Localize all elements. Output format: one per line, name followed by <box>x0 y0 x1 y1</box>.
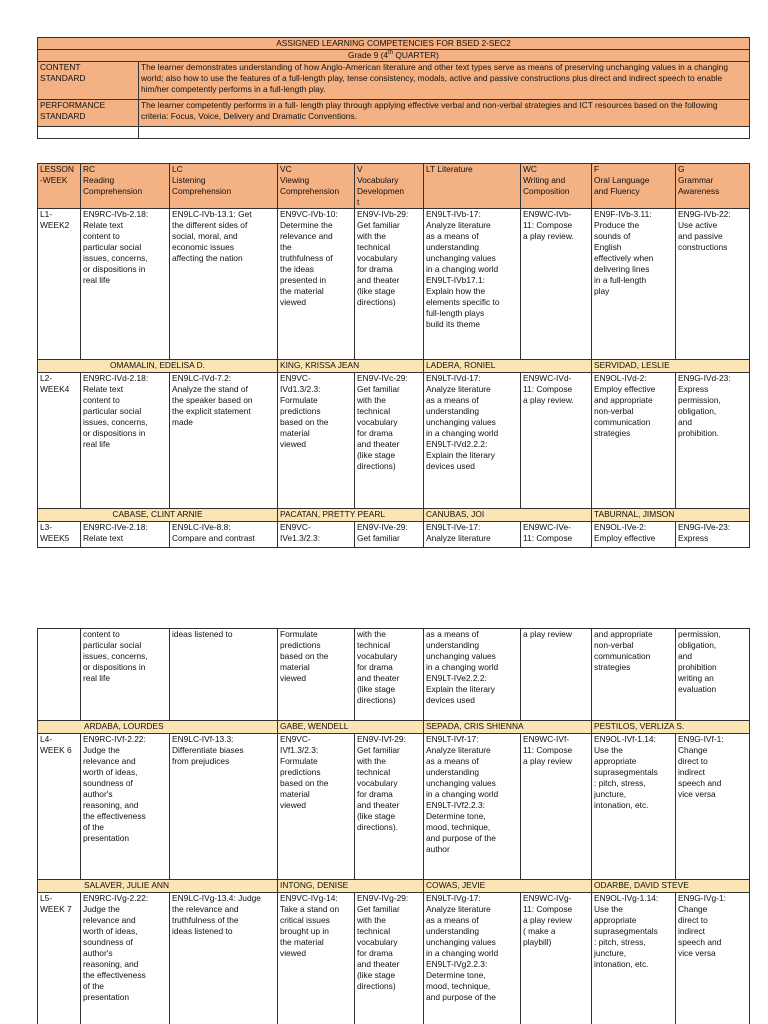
cell-lc: EN9LC-IVg-13.4: Judge the relevance and truthfulness of the ideas listened to <box>170 893 278 1024</box>
cell-lt: as a means of understanding unchanging values in a changing world EN9LT-IVe2.2.2: Explain the literary devices used <box>424 629 521 721</box>
cell-rc: EN9RC-IVf-2.22: Judge the relevance and worth of ideas, soundness of author's reasoning, and the effectiveness of the presentation <box>81 734 170 880</box>
cell-lt: EN9LT-IVg-17: Analyze literature as a means of understanding unchanging values in a changing world EN9LT-IVg2.2.3: Determine tone, mood, technique, and purpose of the <box>424 893 521 1024</box>
header-vc: VC Viewing Comprehension <box>278 164 355 209</box>
content-standard-label: CONTENT STANDARD <box>38 62 139 100</box>
cell-lt: EN9LT-IVe-17: Analyze literature <box>424 522 521 548</box>
cell-lc: EN9LC-IVd-7.2: Analyze the stand of the speaker based on the explicit statement made <box>170 373 278 509</box>
assignee-name: ODARBE, DAVID STEVE <box>592 880 750 893</box>
performance-standard-label: PERFORMANCE STANDARD <box>38 100 139 127</box>
performance-standard-text: The learner competently performs in a full- length play through applying effective verbal and non-verbal strategies and ICT resources based on the following criteria: Focus, Voice, Delivery and Dramatic Conventions. <box>139 100 750 127</box>
competency-table-2 <box>37 628 750 1024</box>
header-lc: LC Listening Comprehension <box>170 164 278 209</box>
lesson-week: L4- WEEK 6 <box>38 734 81 880</box>
cell-vc: EN9VC-IVb-10: Determine the relevance and the truthfulness of the ideas presented in the material viewed <box>278 209 355 360</box>
cell-v: EN9V-IVc-29: Get familiar with the technical vocabulary for drama and theater (like stage directions) <box>355 373 424 509</box>
cell-f: EN9OL-IVf-1.14: Use the appropriate suprasegmentals : pitch, stress, juncture, intonation, etc. <box>592 734 676 880</box>
cell-f: EN9OL-IVe-2: Employ effective <box>592 522 676 548</box>
cell-wc: a play review <box>521 629 592 721</box>
header-rc: RC Reading Comprehension <box>81 164 170 209</box>
cell-g: EN9G-IVb-22: Use active and passive constructions <box>676 209 750 360</box>
lesson-week: L1- WEEK2 <box>38 209 81 360</box>
assignee-name: SERVIDAD, LESLIE <box>592 360 750 373</box>
header-g: G Grammar Awareness <box>676 164 750 209</box>
cell-f: EN9F-IVb-3.11: Produce the sounds of English effectively when delivering lines in a full-length play <box>592 209 676 360</box>
assignee-name: OMAMALIN, EDELISA D. <box>38 360 278 373</box>
cell-v: EN9V-IVe-29: Get familiar <box>355 522 424 548</box>
assignee-name: PACATAN, PRETTY PEARL <box>278 509 424 522</box>
cell-vc: EN9VC-IVg-14: Take a stand on critical issues brought up in the material viewed <box>278 893 355 1024</box>
cell-g: EN9G-IVf-1: Change direct to indirect speech and vice versa <box>676 734 750 880</box>
cell-wc: EN9WC-IVd- 11: Compose a play review. <box>521 373 592 509</box>
cell-lc: ideas listened to <box>170 629 278 721</box>
cell-f: EN9OL-IVg-1.14: Use the appropriate suprasegmentals : pitch, stress, juncture, intonation, etc. <box>592 893 676 1024</box>
cell-vc: EN9VC- IVf1.3/2.3: Formulate predictions based on the material viewed <box>278 734 355 880</box>
lesson-week: L5- WEEK 7 <box>38 893 81 1024</box>
cell-lt: EN9LT-IVb-17: Analyze literature as a means of understanding unchanging values in a changing world EN9LT-IVb17.1: Explain how the elements specific to full-length plays build its theme <box>424 209 521 360</box>
cell-wc: EN9WC-IVf- 11: Compose a play review <box>521 734 592 880</box>
header-wc: WC Writing and Composition <box>521 164 592 209</box>
cell-wc: EN9WC-IVg- 11: Compose a play review ( make a playbill) <box>521 893 592 1024</box>
cell-rc: EN9RC-IVb-2.18: Relate text content to particular social issues, concerns, or dispositions in real life <box>81 209 170 360</box>
assignee-name: LADERA, RONIEL <box>424 360 592 373</box>
header-f: F Oral Language and Fluency <box>592 164 676 209</box>
lesson-week <box>38 629 81 721</box>
assignee-name: CANUBAS, JOI <box>424 509 592 522</box>
cell-lc: EN9LC-IVb-13.1: Get the different sides of social, moral, and economic issues affecting the nation <box>170 209 278 360</box>
cell-g: EN9G-IVd-23: Express permission, obligation, and prohibition. <box>676 373 750 509</box>
cell-v: EN9V-IVf-29: Get familiar with the technical vocabulary for drama and theater (like stage directions). <box>355 734 424 880</box>
assignee-name: COWAS, JEVIE <box>424 880 592 893</box>
cell-rc: EN9RC-IVd-2.18: Relate text content to particular social issues, concerns, or dispositions in real life <box>81 373 170 509</box>
cell-rc: EN9RC-IVe-2.18: Relate text <box>81 522 170 548</box>
assignee-name: GABE, WENDELL <box>278 721 424 734</box>
assignee-name: TABURNAL, JIMSON <box>592 509 750 522</box>
cell-g: EN9G-IVg-1: Change direct to indirect speech and vice versa <box>676 893 750 1024</box>
cell-v: EN9V-IVb-29: Get familiar with the technical vocabulary for drama and theater (like stage directions) <box>355 209 424 360</box>
cell-f: EN9OL-IVd-2: Employ effective and appropriate non-verbal communication strategies <box>592 373 676 509</box>
cell-g: EN9G-IVe-23: Express <box>676 522 750 548</box>
competency-page-2 <box>0 628 768 1024</box>
cell-wc: EN9WC-IVb- 11: Compose a play review. <box>521 209 592 360</box>
cell-lc: EN9LC-IVe-8.8: Compare and contrast <box>170 522 278 548</box>
competency-table-1 <box>37 163 750 548</box>
cell-lc: EN9LC-IVf-13.3: Differentiate biases from prejudices <box>170 734 278 880</box>
header-lesson-week: LESSON -WEEK <box>38 164 81 209</box>
grade-line: Grade 9 (4th QUARTER) <box>38 50 750 62</box>
cell-vc: Formulate predictions based on the material viewed <box>278 629 355 721</box>
cell-rc: content to particular social issues, concerns, or dispositions in real life <box>81 629 170 721</box>
cell-lt: EN9LT-IVf-17: Analyze literature as a means of understanding unchanging values in a changing world EN9LT-IVf2.2.3: Determine tone, mood, technique, and purpose of the author <box>424 734 521 880</box>
header-v: V Vocabulary Developmen t <box>355 164 424 209</box>
cell-vc: EN9VC- IVe1.3/2.3: <box>278 522 355 548</box>
lesson-week: L3- WEEK5 <box>38 522 81 548</box>
assignee-name: PESTILOS, VERLIZA S. <box>592 721 750 734</box>
assignee-name: CABASE, CLINT ARNIE <box>38 509 278 522</box>
assignee-name: KING, KRISSA JEAN <box>278 360 424 373</box>
cell-wc: EN9WC-IVe- 11: Compose <box>521 522 592 548</box>
cell-f: and appropriate non-verbal communication strategies <box>592 629 676 721</box>
assignee-name: ARDABA, LOURDES <box>38 721 278 734</box>
assignee-name: SALAVER, JULIE ANN <box>38 880 278 893</box>
cell-g: permission, obligation, and prohibition writing an evaluation <box>676 629 750 721</box>
assignee-name: INTONG, DENISE <box>278 880 424 893</box>
assignee-name: SEPADA, CRIS SHIENNA <box>424 721 592 734</box>
cell-vc: EN9VC- IVd1.3/2.3: Formulate predictions based on the material viewed <box>278 373 355 509</box>
lesson-week: L2- WEEK4 <box>38 373 81 509</box>
cell-v: EN9V-IVg-29: Get familiar with the technical vocabulary for drama and theater (like stage directions) <box>355 893 424 1024</box>
doc-title: ASSIGNED LEARNING COMPETENCIES FOR BSED 2-SEC2 <box>38 38 750 50</box>
cell-v: with the technical vocabulary for drama and theater (like stage directions) <box>355 629 424 721</box>
cell-lt: EN9LT-IVd-17: Analyze literature as a means of understanding unchanging values in a changing world EN9LT-IVd2.2.2: Explain the literary devices used <box>424 373 521 509</box>
header-lt: LT Literature <box>424 164 521 209</box>
cell-rc: EN9RC-IVg-2.22: Judge the relevance and worth of ideas, soundness of author's reasoning, and the effectiveness of the presentation <box>81 893 170 1024</box>
content-standard-text: The learner demonstrates understanding of how Anglo-American literature and other text types serve as means of preserving unchanging values in a changing world; also how to use the features of a full-length play, tense consistency, modals, active and passive constructions plus direct and indirect speech to enable him/her competently performs in a full-length play. <box>139 62 750 100</box>
